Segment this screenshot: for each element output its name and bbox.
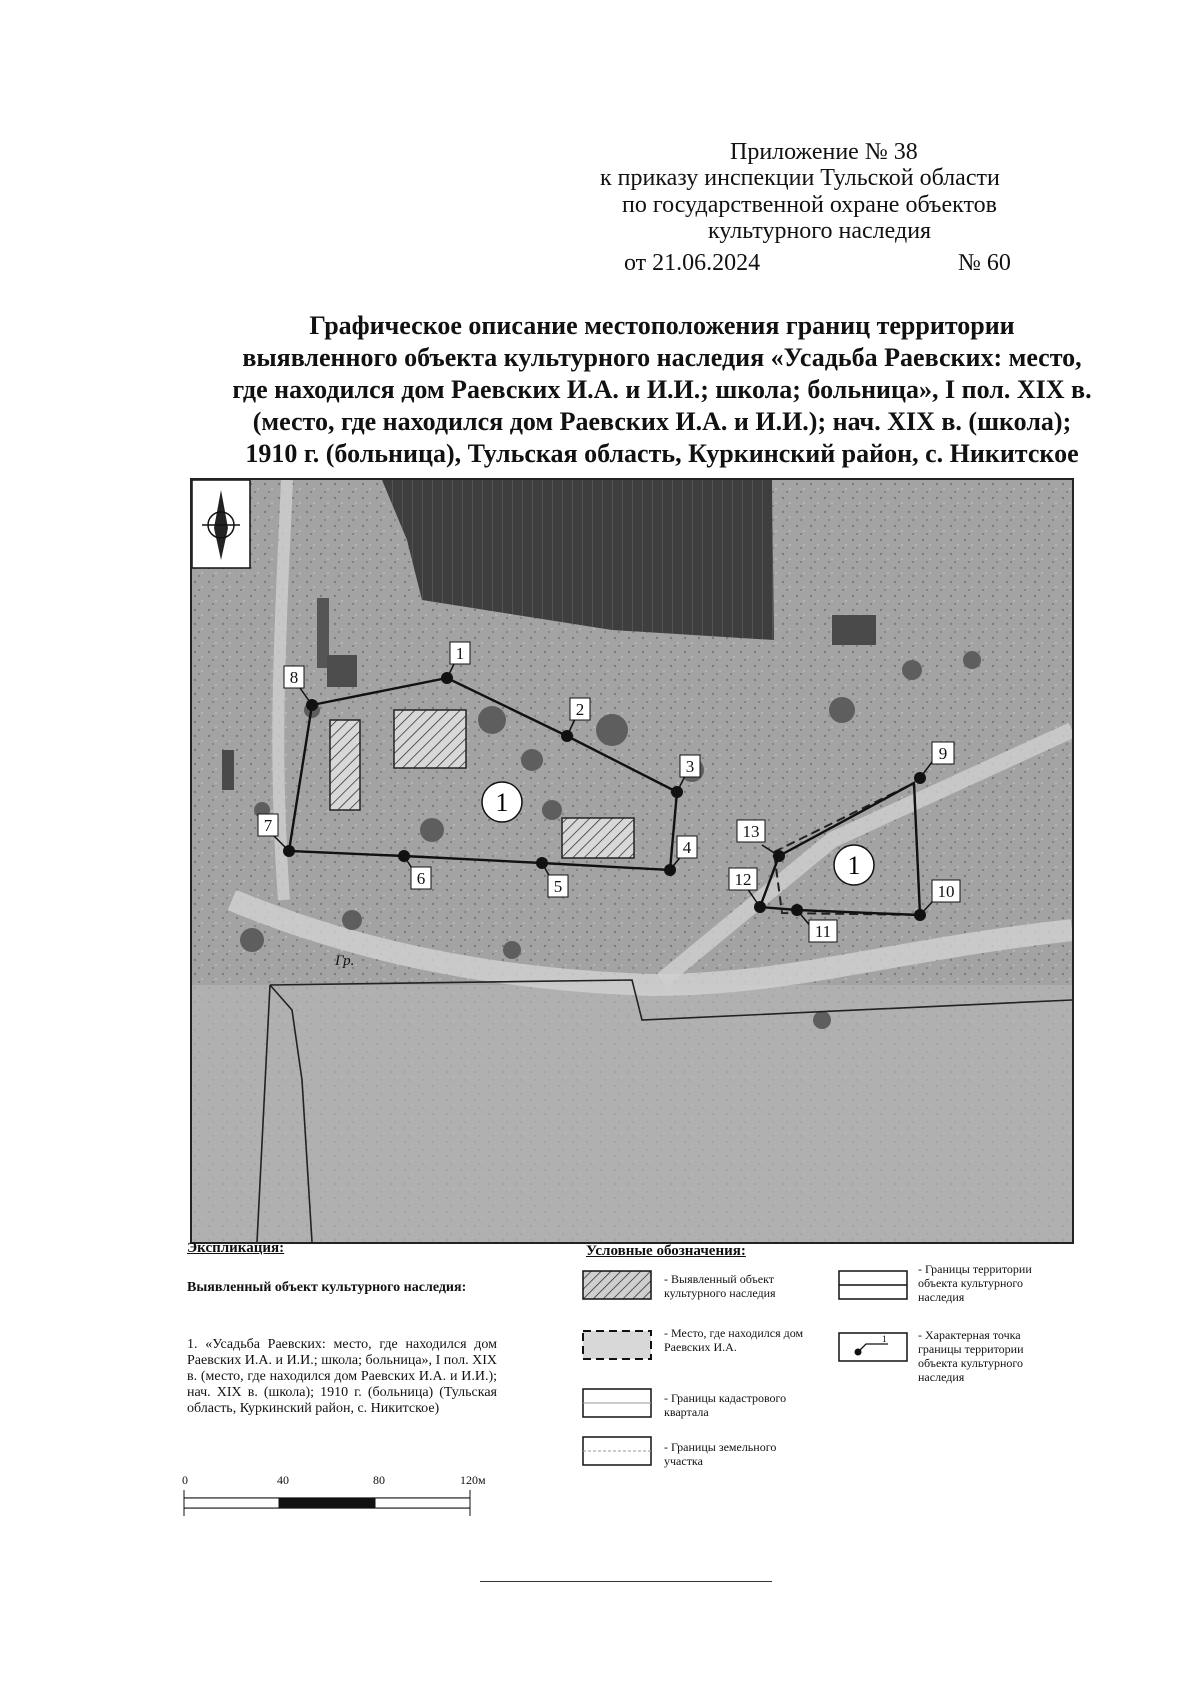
zone-label-west: 1 xyxy=(495,788,509,817)
legend-house-site-swatch xyxy=(582,1330,652,1360)
north-arrow-icon xyxy=(192,480,250,568)
point-label-9: 9 xyxy=(938,744,948,763)
explication-subheading: Выявленный объект культурного наследия: xyxy=(187,1280,467,1295)
legend-cadastral-label: - Границы кадастрового квартала xyxy=(664,1391,787,1419)
title-line: (место, где находился дом Раевских И.А. и И.И.); нач. XIX в. (школа); xyxy=(252,407,1072,436)
title-line: выявленного объекта культурного наследия «Усадьба Раевских: место, xyxy=(242,343,1082,372)
scale-tick-0: 0 xyxy=(182,1473,188,1487)
title-line: 1910 г. (больница), Тульская область, Куркинский район, с. Никитское xyxy=(245,439,1079,468)
scale-tick-120: 120м xyxy=(460,1473,486,1487)
point-label-5: 5 xyxy=(553,877,563,896)
order-reference-3: культурного наследия xyxy=(708,218,932,244)
explication-item: 1. «Усадьба Раевских: место, где находился дом Раевских И.А. и И.И.; школа; больница», I пол. XIX в. (место, где находился дом Раевских И.А. и И.И.); нач. XIX в. (школа); 1910 г. (больница) (Тульская область, Куркинский район, с. Никитское) xyxy=(187,1337,497,1416)
building xyxy=(832,615,876,645)
legend-territory-boundary-swatch xyxy=(838,1270,908,1300)
point-label-10: 10 xyxy=(937,882,955,901)
building xyxy=(562,818,634,858)
lower-meadow xyxy=(192,985,1072,1242)
point-label-8: 8 xyxy=(289,668,299,687)
legend-boundary-point-label: - Характерная точка границы территории объекта культурного наследия xyxy=(918,1328,1024,1384)
scale-bar xyxy=(180,1488,480,1518)
order-number: № 60 xyxy=(958,250,1011,276)
point-label-4: 4 xyxy=(682,838,692,857)
point-label-6: 6 xyxy=(416,869,426,888)
title-line: где находился дом Раевских И.А. и И.И.; школа; больница», I пол. XIX в. xyxy=(232,375,1092,404)
legend-house-site-label: - Место, где находился дом Раевских И.А. xyxy=(664,1326,804,1354)
scale-tick-80: 80 xyxy=(373,1473,385,1487)
zone-label-east: 1 xyxy=(847,851,861,880)
legend-heritage-object-label: - Выявленный объект культурного наследия xyxy=(664,1272,776,1300)
building xyxy=(222,750,234,790)
legend-cadastral-swatch xyxy=(582,1388,652,1418)
road-label: Гр. xyxy=(335,953,355,969)
satellite-map xyxy=(190,478,1074,1244)
order-date: от 21.06.2024 xyxy=(624,250,761,276)
building xyxy=(327,655,357,687)
legend-land-plot-label: - Границы земельного участка xyxy=(664,1440,777,1468)
order-reference: к приказу инспекции Тульской области xyxy=(600,165,1000,191)
footer-divider xyxy=(480,1581,772,1582)
legend-heritage-object-swatch xyxy=(582,1270,652,1300)
point-label-12: 12 xyxy=(734,870,752,889)
legend-territory-boundary-label: - Границы территории объекта культурного наследия xyxy=(918,1262,1032,1304)
legend-heading: Условные обозначения: xyxy=(586,1243,746,1259)
scale-tick-40: 40 xyxy=(277,1473,289,1487)
point-label-2: 2 xyxy=(575,700,585,719)
order-reference-2: по государственной охране объектов xyxy=(622,192,997,218)
document-title xyxy=(172,310,1152,470)
appendix-number: Приложение № 38 xyxy=(730,139,918,165)
legend-point-symbol-number: 1 xyxy=(882,1334,887,1344)
point-label-11: 11 xyxy=(814,922,832,941)
point-label-3: 3 xyxy=(685,757,695,776)
point-label-7: 7 xyxy=(263,816,273,835)
title-line: Графическое описание местоположения границ территории xyxy=(309,311,1015,340)
legend-boundary-point-swatch xyxy=(838,1332,908,1362)
explication-heading: Экспликация: xyxy=(187,1240,285,1256)
point-label-13: 13 xyxy=(742,822,760,841)
legend-land-plot-swatch xyxy=(582,1436,652,1466)
building-hospital xyxy=(394,710,466,768)
point-label-1: 1 xyxy=(455,644,465,663)
building-school xyxy=(330,720,360,810)
